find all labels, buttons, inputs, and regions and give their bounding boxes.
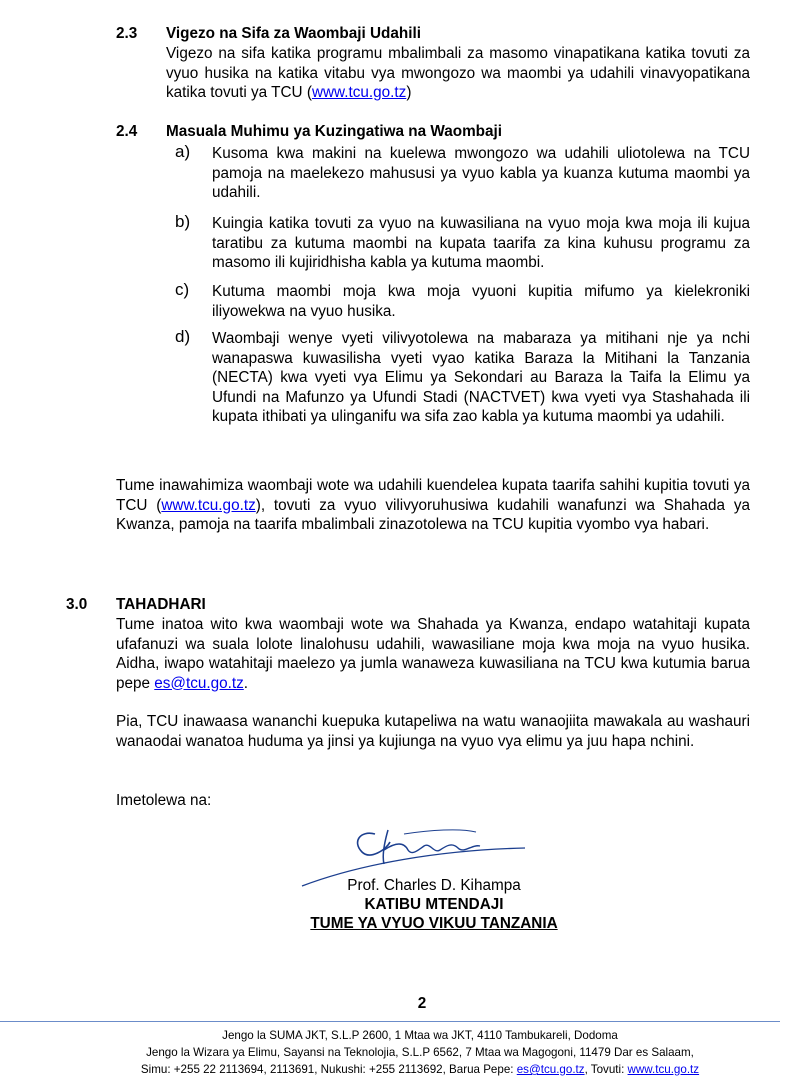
advice-text: Tume inawahimiza waombaji wote wa udahili kuendelea kupata taarifa sahihi kupitia tovuti ya TCU ( <box>116 477 750 514</box>
signatory-organization: TUME YA VYUO VIKUU TANZANIA <box>310 915 558 932</box>
footer-contact-text: Simu: +255 22 2113694, 2113691, Nukushi: +255 2113692, Barua Pepe: <box>140 1063 517 1076</box>
footer-website-link[interactable]: www.tcu.go.tz <box>627 1063 700 1076</box>
section-3-0-number: 3.0 <box>66 596 88 613</box>
tcu-website-link-2[interactable]: www.tcu.go.tz <box>161 496 256 514</box>
issued-by-label: Imetolewa na: <box>116 792 212 809</box>
item-a-letter: a) <box>175 142 191 161</box>
section-2-3-text: Vigezo na sifa katika programu mbalimbali za masomo vinapatikana katika tovuti za vyuo husika na katika vitabu vya mwongozo wa maombi ya udahili vinavyopatikana katika tovuti ya TCU ( <box>166 45 750 101</box>
section-2-4-number: 2.4 <box>116 123 138 140</box>
warning-text: Tume inatoa wito kwa waombaji wote wa Shahada ya Kwanza, endapo watahitaji kupata ufafanuzi wa suala lolote linalohusu udahili, wawasiliane moja kwa moja na vyuo husika. Aidha, iwapo watahitaji maelezo ya jumla wanaweza kuwasiliana na TCU kwa kutumia barua pepe <box>116 616 750 692</box>
footer-contact-middle: , Tovuti: <box>584 1063 628 1076</box>
tcu-website-link[interactable]: www.tcu.go.tz <box>311 84 407 101</box>
item-d-letter: d) <box>175 327 191 346</box>
footer-line-3 <box>0 1061 790 1079</box>
item-b-letter: b) <box>175 212 191 231</box>
item-a-text: Kusoma kwa makini na kuelewa mwongozo wa udahili uliotolewa na TCU pamoja na maelekezo mahususi ya vyuo kabla ya kuanza kutuma maombi ya udahili. <box>212 145 750 201</box>
section-2-3-title: Vigezo na Sifa za Waombaji Udahili <box>166 25 421 42</box>
section-3-0-title: TAHADHARI <box>116 596 206 613</box>
footer-line-2: Jengo la Wizara ya Elimu, Sayansi na Teknolojia, S.L.P 6562, 7 Mtaa wa Magogoni, 11479 Dar es Salaam, <box>146 1046 694 1059</box>
signatory-name: Prof. Charles D. Kihampa <box>347 877 521 894</box>
warning-paragraph-1 <box>116 615 750 693</box>
item-b-text: Kuingia katika tovuti za vyuo na kuwasiliana na vyuo moja kwa moja ili kujua taratibu za kutuma maombi na kupata taarifa za kina kuhusu programu za masomo ili kujiridhisha kabla ya kutuma maombi. <box>212 215 750 271</box>
footer-line-1: Jengo la SUMA JKT, S.L.P 2600, 1 Mtaa wa JKT, 4110 Tambukareli, Dodoma <box>222 1029 618 1042</box>
page-number: 2 <box>417 995 427 1012</box>
warning-paragraph-2: Pia, TCU inawaasa wananchi kuepuka kutapeliwa na watu wanaojiita mawakala au washauri wanaodai wanatoa huduma ya jinsi ya kujiunga na vyuo vya elimu ya juu hapa nchini. <box>116 713 750 750</box>
item-c-letter: c) <box>175 280 190 299</box>
footer-divider <box>0 1021 780 1022</box>
advice-paragraph <box>116 476 750 535</box>
email-link[interactable]: es@tcu.go.tz <box>154 674 244 692</box>
advice-text-end: ), tovuti za vyuo vilivyoruhusiwa kudahili wanafunzi wa Shahada ya Kwanza, pamoja na taarifa mbalimbali zinazotolewa na TCU kupitia vyombo vya habari. <box>116 496 750 533</box>
section-2-3-number: 2.3 <box>116 25 138 42</box>
section-2-4-title: Masuala Muhimu ya Kuzingatiwa na Waombaji <box>166 123 503 140</box>
item-c-text: Kutuma maombi moja kwa moja vyuoni kupitia mifumo ya kielekroniki iliyowekwa na vyuo husika. <box>212 283 750 320</box>
section-2-3-text-end: ) <box>406 84 412 101</box>
warning-text-end: . <box>243 674 249 692</box>
signatory-position: KATIBU MTENDAJI <box>364 896 504 913</box>
section-2-3-body <box>166 44 750 103</box>
footer-email-link[interactable]: es@tcu.go.tz <box>516 1063 585 1076</box>
item-d-text: Waombaji wenye vyeti vilivyotolewa na mabaraza ya mitihani nje ya nchi wanapaswa kuwasilisha vyeti vyao katika Baraza la Mitihani la Tanzania (NECTA) kwa vyeti vya Elimu ya Sekondari au Baraza la Taifa la Elimu ya Ufundi na Mafunzo ya Ufundi Stadi (NACTVET) kwa vyeti vya Stashahada ili kupata ithibati ya ulinganifu wa sifa zao kabla ya kutuma maombi ya udahili. <box>212 330 750 425</box>
